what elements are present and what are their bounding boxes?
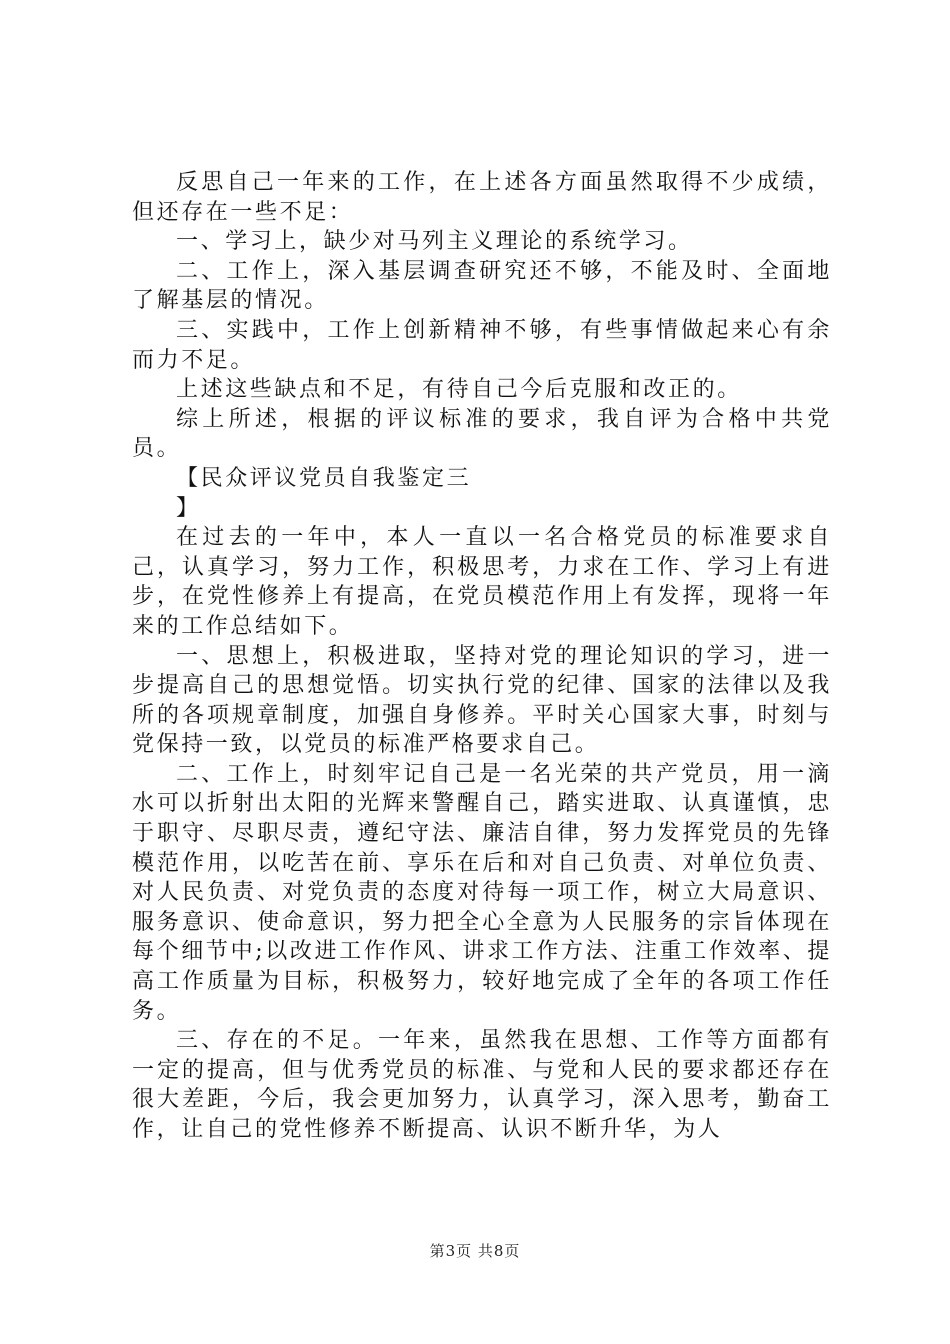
paragraph-reflection-intro: 反思自己一年来的工作，在上述各方面虽然取得不少成绩，但还存在一些不足： bbox=[132, 170, 832, 225]
paragraph-deficiency: 三、存在的不足。一年来，虽然我在思想、工作等方面都有一定的提高，但与优秀党员的标准、与党和人民的要求都还存在很大差距，今后，我会更加努力，认真学习，深入思考，勤奋工作，让自己的党性修养不断提高、认识不断升华，为人 bbox=[132, 1028, 832, 1142]
section-heading: 【民众评议党员自我鉴定三 bbox=[176, 465, 472, 491]
paragraph-shortcoming-work: 二、工作上，深入基层调查研究还不够，不能及时、全面地了解基层的情况。 bbox=[132, 258, 832, 314]
document-body bbox=[132, 168, 832, 1145]
page-number-footer: 第3页 共8页 bbox=[429, 1242, 521, 1260]
paragraph-shortcoming-practice: 三、实践中，工作上创新精神不够，有些事情做起来心有余而力不足。 bbox=[132, 317, 832, 373]
paragraph-improvement: 上述这些缺点和不足，有待自己今后克服和改正的。 bbox=[176, 377, 742, 403]
paragraph-shortcoming-study: 一、学习上，缺少对马列主义理论的系统学习。 bbox=[176, 229, 693, 255]
paragraph-work: 二、工作上，时刻牢记自己是一名光荣的共产党员，用一滴水可以折射出太阳的光辉来警醒自己，踏实进取、认真谨慎，忠于职守、尽职尽责，遵纪守法、廉洁自律，努力发挥党员的先锋模范作用，以吃苦在前、享乐在后和对自己负责、对单位负责、对人民负责、对党负责的态度对待每一项工作，树立大局意识、服务意识、使命意识，努力把全心全意为人民服务的宗旨体现在每个细节中;以改进工作作风、讲求工作方法、注重工作效率、提高工作质量为目标，积极努力，较好地完成了全年的各项工作任务。 bbox=[132, 761, 832, 1024]
section-heading-bracket: 】 bbox=[176, 495, 201, 521]
paragraph-overview: 在过去的一年中，本人一直以一名合格党员的标准要求自己，认真学习，努力工作，积极思考，力求在工作、学习上有进步，在党性修养上有提高，在党员模范作用上有发挥，现将一年来的工作总结如下。 bbox=[132, 525, 832, 639]
paragraph-thought: 一、思想上，积极进取，坚持对党的理论知识的学习，进一步提高自己的思想觉悟。切实执行党的纪律、国家的法律以及我所的各项规章制度，加强自身修养。平时关心国家大事，时刻与党保持一致，以党员的标准严格要求自己。 bbox=[132, 643, 832, 758]
paragraph-conclusion: 综上所述，根据的评议标准的要求，我自评为合格中共党员。 bbox=[132, 406, 832, 462]
